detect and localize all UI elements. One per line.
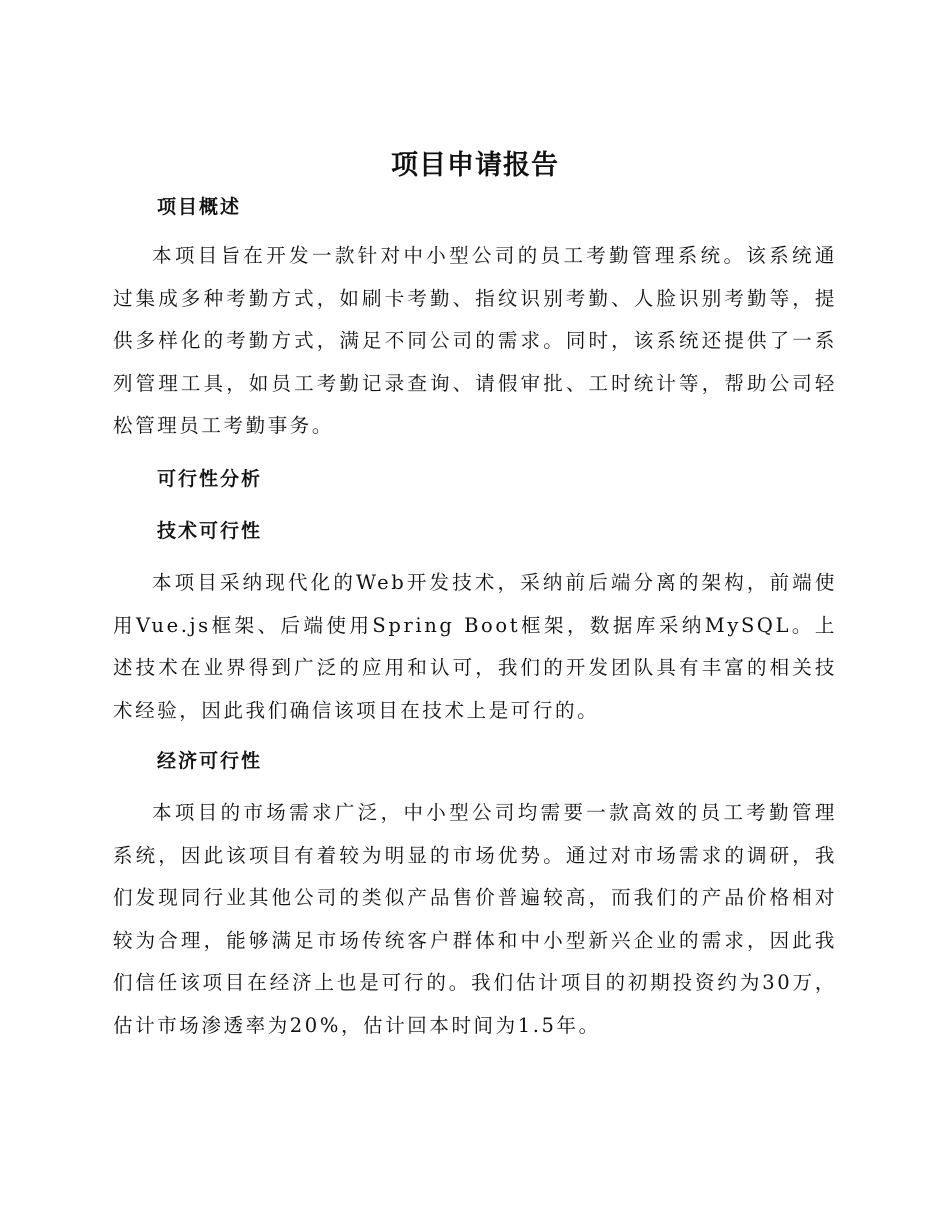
section-heading-feasibility: 可行性分析: [157, 468, 263, 490]
section-heading-economic: 经济可行性: [157, 750, 263, 772]
document-title: 项目申请报告: [391, 150, 559, 181]
section-heading-overview: 项目概述: [157, 196, 242, 218]
paragraph-overview: 本项目旨在开发一款针对中小型公司的员工考勤管理系统。该系统通过集成多种考勤方式，如刷卡考勤、指纹识别考勤、人脸识别考勤等，提供多样化的考勤方式，满足不同公司的需求。同时，该系统还提供了一系列管理工具，如员工考勤记录查询、请假审批、工时统计等，帮助公司轻松管理员工考勤事务。: [113, 244, 837, 437]
section-heading-technical: 技术可行性: [157, 520, 263, 542]
paragraph-technical: 本项目采纳现代化的Web开发技术，采纳前后端分离的架构，前端使用Vue.js框架、后端使用Spring Boot框架，数据库采纳MySQL。上述技术在业界得到广泛的应用和认可，我们的开发团队具有丰富的相关技术经验，因此我们确信该项目在技术上是可行的。: [113, 571, 837, 722]
paragraph-economic: 本项目的市场需求广泛，中小型公司均需要一款高效的员工考勤管理系统，因此该项目有着较为明显的市场优势。通过对市场需求的调研，我们发现同行业其他公司的类似产品售价普遍较高，而我们的产品价格相对较为合理，能够满足市场传统客户群体和中小型新兴企业的需求，因此我们信任该项目在经济上也是可行的。我们估计项目的初期投资约为30万，估计市场渗透率为20%，估计回本时间为1.5年。: [113, 801, 837, 1037]
